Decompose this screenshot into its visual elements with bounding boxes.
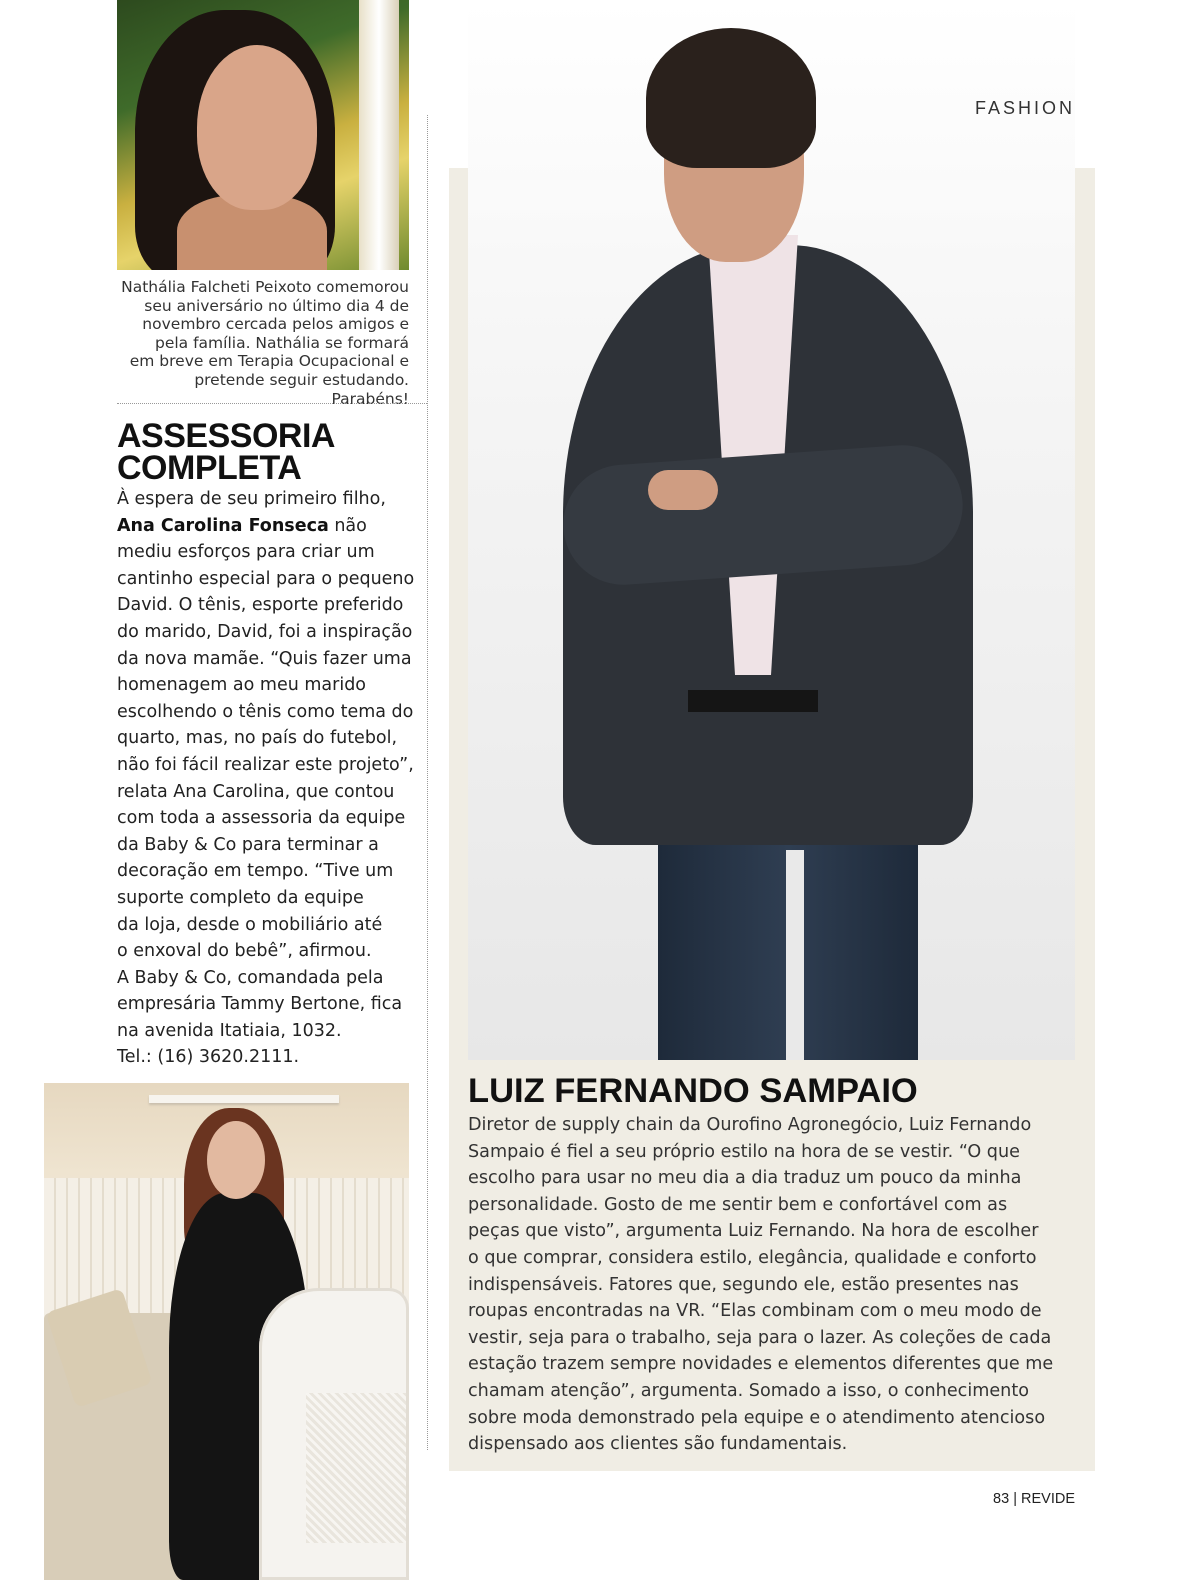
body-line: escolho para usar no meu dia a dia traduz um pouco da minha: [468, 1168, 1022, 1189]
folio-separator: |: [1013, 1491, 1017, 1507]
feature-body: [468, 1112, 1078, 1458]
body-line: vestir, seja para o trabalho, seja para o lazer. As coleções de cada: [468, 1327, 1052, 1348]
body-line: personalidade. Gosto de me sentir bem e confortável com as: [468, 1194, 1008, 1215]
body-line: da loja, desde o mobiliário até: [117, 914, 383, 935]
body-line: quarto, mas, no país do futebol,: [117, 728, 398, 749]
body-line-with-name: [117, 513, 417, 540]
birthday-photo: [117, 0, 409, 270]
body-line: indispensáveis. Fatores que, segundo ele, estão presentes nas: [468, 1274, 1019, 1295]
left-article-headline: [117, 417, 417, 487]
caption-line: pela família. Nathália se formará: [154, 333, 409, 352]
body-fragment: não: [328, 515, 367, 536]
body-line: empresária Tammy Bertone, fica: [117, 994, 403, 1015]
birthday-photo-caption: [117, 278, 409, 408]
body-line: não foi fácil realizar este projeto”,: [117, 754, 414, 775]
page-folio: [940, 1491, 1075, 1507]
body-line: Diretor de supply chain da Ourofino Agronegócio, Luiz Fernando: [468, 1115, 1032, 1135]
body-line: mediu esforços para criar um: [117, 542, 375, 563]
body-line: da nova mamãe. “Quis fazer uma: [117, 648, 412, 669]
headline-line: ASSESSORIA: [117, 417, 335, 455]
body-line: na avenida Itatiaia, 1032.: [117, 1020, 342, 1041]
body-line: decoração em tempo. “Tive um: [117, 861, 394, 882]
highlighted-name: Ana Carolina Fonseca: [117, 515, 329, 536]
body-line: roupas encontradas na VR. “Elas combinam com o meu modo de: [468, 1301, 1042, 1322]
body-line: chamam atenção”, argumenta. Somado a isso, o conhecimento: [468, 1380, 1029, 1401]
body-line: dispensado aos clientes são fundamentais.: [468, 1434, 848, 1455]
body-line: peças que visto”, argumenta Luiz Fernando. Na hora de escolher: [468, 1221, 1039, 1242]
subject-belt: [688, 690, 818, 712]
photo-subject-face: [207, 1121, 265, 1199]
left-article-body: [117, 486, 417, 1071]
body-line: A Baby & Co, comandada pela: [117, 967, 384, 988]
body-line: o enxoval do bebê”, afirmou.: [117, 941, 372, 962]
body-line: À espera de seu primeiro filho,: [117, 489, 386, 509]
body-line: da Baby & Co para terminar a: [117, 834, 379, 855]
caption-line: novembro cercada pelos amigos e: [142, 315, 409, 334]
body-line: o que comprar, considera estilo, elegância, qualidade e conforto: [468, 1247, 1037, 1268]
caption-line: pretende seguir estudando. Parabéns!: [194, 370, 409, 408]
body-line: homenagem ao meu marido: [117, 675, 367, 696]
crib-cane-panel: [306, 1393, 406, 1543]
body-line: do marido, David, foi a inspiração: [117, 621, 413, 642]
page-number: 83: [993, 1491, 1010, 1507]
subject-leg-gap: [786, 850, 804, 1060]
subject-hair: [646, 28, 816, 168]
feature-portrait-photo: [468, 0, 1075, 1060]
feature-title: LUIZ FERNANDO SAMPAIO: [468, 1072, 918, 1110]
body-line: Tel.: (16) 3620.2111.: [117, 1047, 300, 1068]
body-line: David. O tênis, esporte preferido: [117, 595, 404, 616]
caption-line: Nathália Falcheti Peixoto comemorou: [121, 278, 409, 296]
body-line: cantinho especial para o pequeno: [117, 568, 415, 589]
subject-hand: [648, 470, 718, 510]
wall-shelf: [149, 1095, 339, 1103]
photo-subject-face: [197, 45, 317, 210]
magazine-name: REVIDE: [1021, 1491, 1075, 1507]
body-line: sobre moda demonstrado pela equipe e o atendimento atencioso: [468, 1407, 1046, 1428]
section-label: FASHION: [974, 98, 1075, 118]
dotted-divider-horizontal: [117, 403, 427, 404]
body-line: estação trazem sempre novidades e elementos diferentes que me: [468, 1354, 1054, 1375]
headline-line: COMPLETA: [117, 449, 302, 487]
body-line: suporte completo da equipe: [117, 887, 364, 908]
caption-line: em breve em Terapia Ocupacional e: [129, 352, 409, 371]
body-line: Sampaio é fiel a seu próprio estilo na hora de se vestir. “O que: [468, 1141, 1020, 1162]
nursery-photo: [44, 1083, 409, 1580]
body-line: com toda a assessoria da equipe: [117, 808, 406, 829]
body-line: relata Ana Carolina, que contou: [117, 781, 395, 802]
body-line: escolhendo o tênis como tema do: [117, 701, 414, 722]
caption-line: seu aniversário no último dia 4 de: [144, 296, 409, 315]
photo-background-post: [359, 0, 399, 270]
dotted-divider-vertical: [427, 115, 428, 1450]
